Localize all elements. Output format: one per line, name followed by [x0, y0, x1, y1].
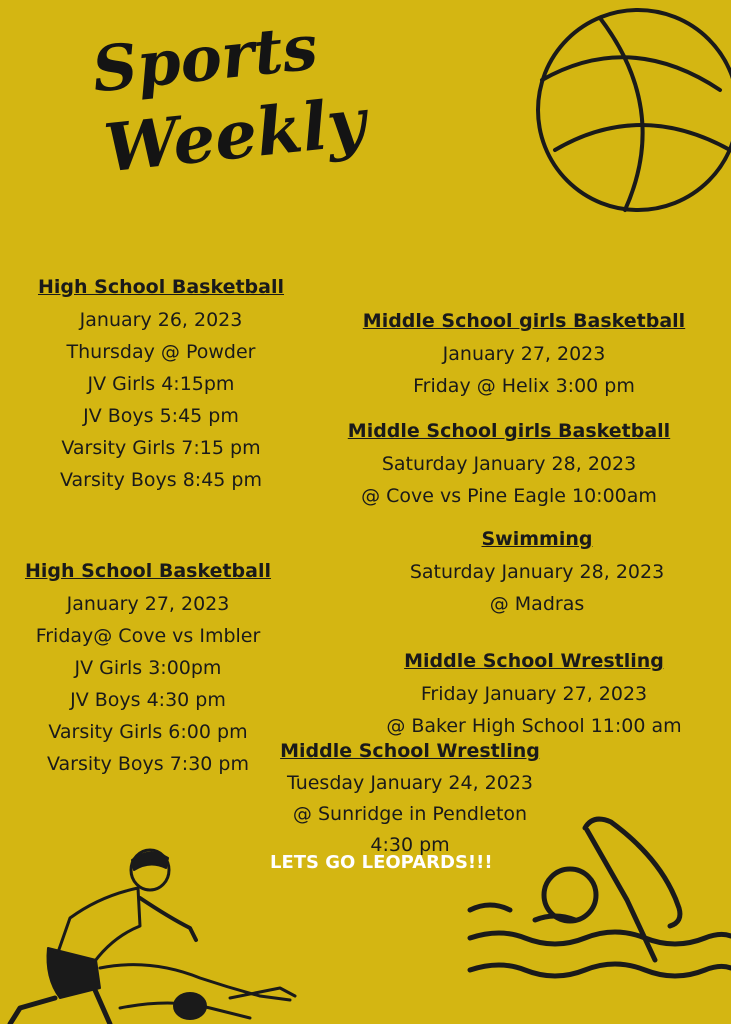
event-line: JV Boys 4:30 pm: [70, 689, 226, 711]
event-line: JV Girls 3:00pm: [74, 657, 222, 679]
wrestlers-icon: [0, 848, 300, 1024]
event-line: @ Madras: [489, 593, 585, 615]
title-line-1: Sports: [88, 10, 321, 107]
event-line: JV Boys 5:45 pm: [83, 405, 239, 427]
swimmer-icon: [465, 810, 731, 1024]
event-ms-girls-basketball-jan28: [334, 420, 684, 512]
event-heading: Middle School girls Basketball: [362, 310, 686, 332]
event-heading: Middle School Wrestling: [404, 650, 664, 672]
event-line: Tuesday January 24, 2023: [286, 772, 534, 794]
event-heading: High School Basketball: [24, 560, 272, 582]
event-line: Friday January 27, 2023: [420, 683, 648, 705]
event-line: Varsity Boys 8:45 pm: [59, 469, 262, 491]
event-line: @ Baker High School 11:00 am: [386, 715, 682, 737]
event-line: JV Girls 4:15pm: [87, 373, 235, 395]
event-heading: Middle School Wrestling: [280, 740, 540, 762]
event-line: @ Sunridge in Pendleton: [292, 803, 528, 825]
event-heading: High School Basketball: [37, 276, 285, 298]
event-ms-girls-basketball-jan27: [344, 310, 704, 402]
event-line: Thursday @ Powder: [66, 341, 256, 363]
event-hs-basketball-jan26: [30, 276, 292, 496]
event-line: Varsity Girls 6:00 pm: [48, 721, 248, 743]
basketball-icon: [520, 0, 731, 220]
event-heading: Middle School girls Basketball: [347, 420, 671, 442]
event-line: Varsity Boys 7:30 pm: [46, 753, 249, 775]
event-line: @ Cove vs Pine Eagle 10:00am: [361, 485, 657, 507]
cheer-text: LETS GO LEOPARDS!!!: [270, 852, 493, 873]
event-hs-basketball-jan27: [10, 560, 286, 780]
event-line: Saturday January 28, 2023: [381, 453, 637, 475]
event-line: Friday@ Cove vs Imbler: [35, 625, 261, 647]
event-line: Friday @ Helix 3:00 pm: [413, 375, 635, 397]
event-line: January 27, 2023: [66, 593, 230, 615]
event-line: 4:30 pm: [370, 834, 450, 856]
event-ms-wrestling-jan27: [334, 650, 731, 742]
event-line: January 26, 2023: [79, 309, 243, 331]
event-line: Saturday January 28, 2023: [409, 561, 665, 583]
title-line-2: Weekly: [100, 82, 370, 188]
event-heading: Swimming: [481, 528, 593, 550]
event-swimming: [392, 528, 682, 620]
event-line: January 27, 2023: [442, 343, 606, 365]
event-line: Varsity Girls 7:15 pm: [61, 437, 261, 459]
